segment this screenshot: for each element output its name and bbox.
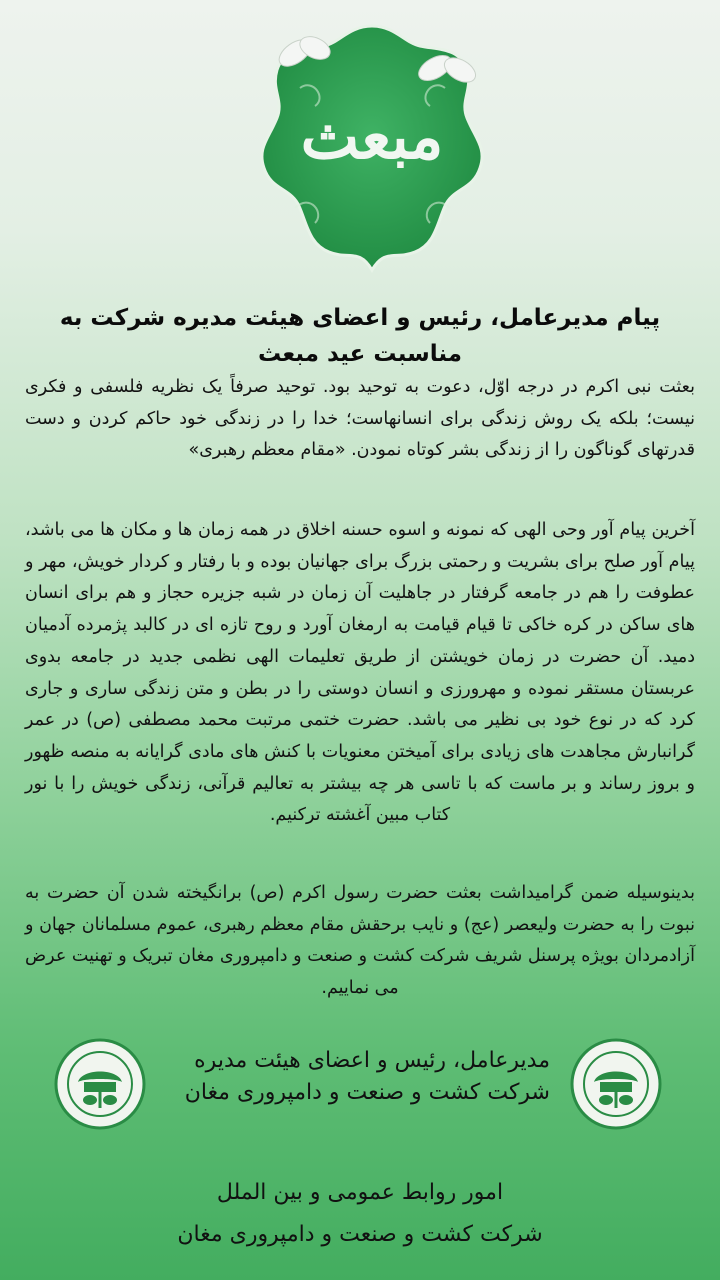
page-title: پیام مدیرعامل، رئیس و اعضای هیئت مدیره شرکت به مناسبت عید مبعث [59, 305, 661, 367]
footer-line-1: امور روابط عمومی و بین الملل [216, 1180, 504, 1205]
footer-line-2: شرکت کشت و صنعت و دامپروری مغان [177, 1222, 543, 1247]
signature-block [160, 1045, 550, 1109]
signature-line-2: شرکت کشت و صنعت و دامپروری مغان [184, 1080, 550, 1105]
company-seal-left-icon [54, 1038, 146, 1130]
signature-line-1: مدیرعامل، رئیس و اعضای هیئت مدیره [194, 1048, 550, 1073]
paragraph-greeting: بدینوسیله ضمن گرامیداشت بعثت حضرت رسول اکرم (ص) برانگیخته شدن آن حضرت به نبوت را به حضرت ولیعصر (عج) و نایب برحقش مقام معظم رهبری، عموم مسلمانان جهان و آزادمردان بویژه پرسنل شریف شرکت کشت و صنعت و دامپروری مغان تبریک و تهنیت عرض می نماییم. [25, 883, 695, 999]
emblem-text: مبعث [300, 100, 444, 173]
paragraph-quote: بعثت نبی اکرم در درجه اوّل، دعوت به توحید بود. توحید صرفاً یک نظریه فلسفی و فکری نیست؛ بلکه یک روش زندگی برای انسانهاست؛ خدا را در زندگی خود حاکم کردن و دست قدرتهای گوناگون را از زندگی بشر کوتاه نمودن. «مقام معظم رهبری» [25, 377, 695, 461]
company-seal-right-icon [570, 1038, 662, 1130]
footer-block [60, 1172, 660, 1256]
mabath-emblem-icon [255, 8, 490, 273]
paragraph-main: آخرین پیام آور وحی الهی که نمونه و اسوه حسنه اخلاق در همه زمان ها و مکان ها می باشد، پیام آور صلح برای بشریت و رحمتی بزرگ برای جهانیان بوده و با رفتار و کردار خویش، مهر و عطوفت را هم در جامعه گرفتار در جاهلیت آن زمان در شبه جزیره حجاز و هم برای انسان های ساکن در کره خاکی تا قیام قیامت به ارمغان آورد و روح تازه ای در کالبد پژمرده آدمیان دمید. آن حضرت در زمان خویشتن از طریق تعلیمات الهی نظمی جدید در جامعه بدوی عربستان مستقر نموده و مهرورزی و انسان دوستی را در بطن و متن زندگی ساری و جاری کرد که در نوع خود بی نظیر می باشد. حضرت ختمی مرتبت محمد مصطفی (ص) در عمر گرانبارش مجاهدت های زیادی برای آمیختن معنویات با کنش های مادی گرایانه به منصه ظهور و بروز رساند و بر ماست که با تاسی هر چه بیشتر به تعالیم قرآنی، زندگی خویش را با نور کتاب مبین آغشته ترکنیم. [25, 520, 695, 826]
